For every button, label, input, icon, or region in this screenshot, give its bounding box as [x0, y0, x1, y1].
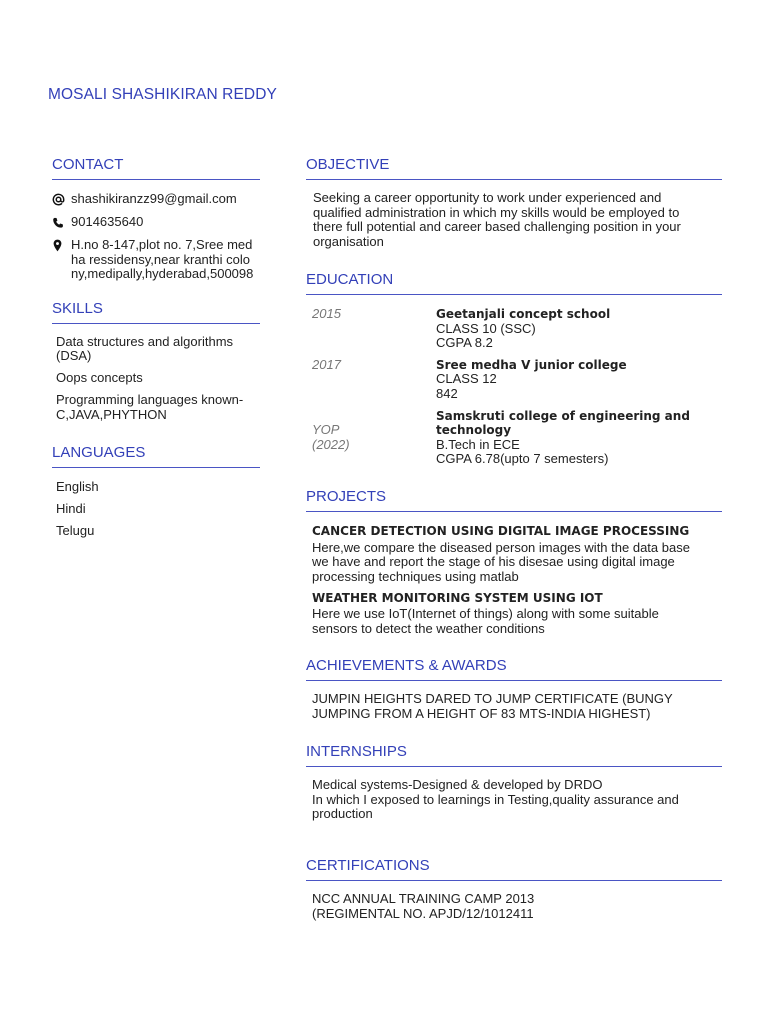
internships-section	[306, 743, 722, 822]
education-line: CGPA 8.2	[436, 335, 493, 351]
skill-item	[52, 371, 260, 386]
skills-section	[52, 300, 260, 422]
education-entry	[306, 409, 722, 467]
certifications-text: NCC ANNUAL TRAINING CAMP 2013 (REGIMENTAL NO. APJD/12/1012411	[312, 891, 535, 921]
project-title: CANCER DETECTION USING DIGITAL IMAGE PROCESSING	[312, 524, 690, 538]
skills-heading: SKILLS	[52, 300, 260, 324]
education-year: YOP (2022)	[312, 422, 350, 452]
education-line: CLASS 10 (SSC)	[436, 320, 536, 336]
education-entry	[306, 307, 722, 351]
project-item	[306, 524, 722, 584]
address-line: ha ressidensy,near kranthi colo	[71, 251, 250, 267]
internships-text: Medical systems-Designed & developed by DRDO In which I exposed to learnings in Testing,quality assurance and production	[312, 777, 679, 822]
skill-line: C,JAVA,PHYTHON	[56, 406, 167, 422]
languages-heading: LANGUAGES	[52, 444, 260, 468]
education-section	[306, 271, 722, 467]
address-line: ny,medipally,hyderabad,500098	[71, 266, 254, 282]
education-detail	[436, 307, 610, 351]
projects-section	[306, 488, 722, 636]
institution-name: Samskruti college of engineering and technology	[436, 408, 690, 438]
contact-email: shashikiranzz99@gmail.com	[71, 191, 237, 206]
contact-phone-row	[52, 215, 260, 230]
education-detail	[436, 358, 627, 402]
project-description: Here we use IoT(Internet of things) along with some suitable sensors to detect the weather conditions	[312, 605, 659, 636]
certifications-section	[306, 857, 722, 921]
address-line: H.no 8-147,plot no. 7,Sree med	[71, 237, 253, 252]
at-sign-icon	[52, 192, 71, 207]
objective-line: there full potential and career based challenging position in your	[313, 219, 681, 235]
contact-address-row	[52, 238, 260, 282]
project-title: WEATHER MONITORING SYSTEM USING IOT	[312, 591, 603, 606]
projects-heading: PROJECTS	[306, 488, 722, 512]
education-line: CGPA 6.78(upto 7 semesters)	[436, 451, 609, 467]
languages-section	[52, 444, 260, 538]
project-item	[306, 591, 722, 636]
institution-name: Geetanjali concept school	[436, 307, 611, 321]
education-heading: EDUCATION	[306, 271, 722, 295]
language-item: Telugu	[56, 522, 95, 538]
education-line: B.Tech in ECE	[436, 436, 520, 452]
education-year: 2017	[312, 356, 341, 372]
location-pin-icon	[52, 238, 71, 253]
contact-address	[71, 238, 253, 282]
education-year: 2015	[312, 306, 341, 321]
contact-section	[52, 156, 260, 282]
education-line: CLASS 12	[436, 371, 497, 387]
contact-email-row	[52, 192, 260, 207]
achievements-text: JUMPIN HEIGHTS DARED TO JUMP CERTIFICATE (BUNGY JUMPING FROM A HEIGHT OF 83 MTS-INDIA HIGHEST)	[312, 691, 673, 721]
skill-line: Oops concepts	[56, 370, 143, 386]
objective-line: organisation	[313, 233, 384, 249]
achievements-section	[306, 657, 722, 721]
language-item: English	[56, 478, 99, 494]
project-description: Here,we compare the diseased person images with the data base we have and report the stage of his disesae using digital image processing techniques using matlab	[312, 539, 690, 584]
contact-phone: 9014635640	[71, 214, 144, 229]
language-item: Hindi	[56, 500, 86, 516]
objective-text	[306, 191, 722, 249]
skill-line: (DSA)	[56, 348, 92, 364]
candidate-name: MOSALI SHASHIKIRAN REDDY	[48, 86, 277, 103]
phone-icon	[52, 215, 71, 230]
education-entry	[306, 358, 722, 402]
skill-item	[52, 393, 260, 422]
objective-heading: OBJECTIVE	[306, 156, 722, 180]
education-detail	[436, 409, 690, 467]
achievements-heading: ACHIEVEMENTS & AWARDS	[306, 657, 722, 681]
skill-line: Data structures and algorithms	[56, 333, 234, 349]
skill-line: Programming languages known-	[56, 392, 244, 408]
contact-heading: CONTACT	[52, 156, 260, 180]
internships-heading: INTERNSHIPS	[306, 743, 722, 767]
objective-line: qualified administration in which my skills would be employed to	[313, 204, 680, 220]
objective-line: Seeking a career opportunity to work under experienced and	[313, 190, 662, 205]
certifications-heading: CERTIFICATIONS	[306, 857, 722, 881]
education-line: 842	[436, 385, 458, 401]
institution-name: Sree medha V junior college	[436, 357, 627, 372]
objective-section	[306, 156, 722, 249]
skill-item	[52, 335, 260, 364]
